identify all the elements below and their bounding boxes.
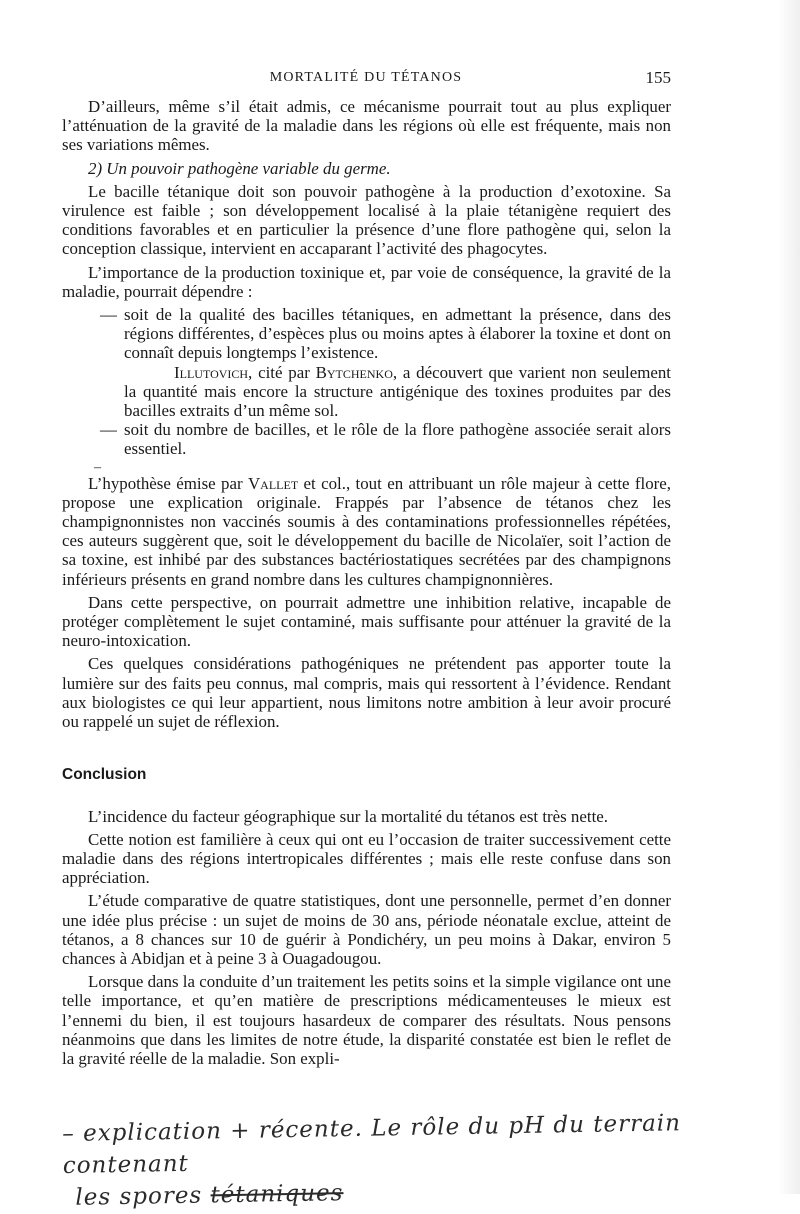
page-edge-shadow xyxy=(778,0,800,1194)
list-item xyxy=(62,305,671,420)
list-item-note: Illutovich, cité par Bytchenko, a découvert que varient non seulement la quantité mais encore la structure antigénique des toxines produites par des bacilles extraits d’un même sol. xyxy=(124,362,671,421)
paragraph: L’étude comparative de quatre statistiques, dont une personnelle, permet d’en donner une idée plus précise : un sujet de moins de 30 ans, période néonatale exclue, atteint de tétanos, a 8 chances sur 10 de guérir à Pondichéry, un peu moins à Dakar, environ 5 chances à Abidjan et à peine 3 à Ouagadougou. xyxy=(62,891,671,968)
paragraph: L’incidence du facteur géographique sur la mortalité du tétanos est très nette. xyxy=(88,806,608,826)
handwritten-line: – explication + récente. Le rôle du pH du terrain contenant xyxy=(62,1110,682,1179)
author-name: Illutovich, xyxy=(174,362,253,382)
body-text xyxy=(62,97,671,1072)
running-head xyxy=(0,70,800,94)
list-item-text: soit du nombre de bacilles, et le rôle de la flore pathogène associée serait alors essentiel. xyxy=(124,420,671,459)
conclusion-heading: Conclusion xyxy=(62,766,147,784)
paragraph: Cette notion est familière à ceux qui ont eu l’occasion de traiter successivement cette maladie dans des régions intertropicales différentes ; mais elle reste confuse dans son appréciation. xyxy=(62,829,671,888)
paragraph: L’hypothèse émise par Vallet et col., tout en attribuant un rôle majeur à cette flore, propose une explication originale. Frappés par l’absence de tétanos chez les champignonnistes non vaccinés soumis à des contaminations professionnelles répétées, ces auteurs suggèrent que, soit le développement du bacille de Nicolaïer, soit l’action de sa toxine, est inhibé par des substances bactériostatiques secrétées par des champignons inférieurs présents en grand nombre dans les cultures champignonnières. xyxy=(62,473,671,589)
paragraph: Le bacille tétanique doit son pouvoir pathogène à la production d’exotoxine. Sa virulence est faible ; son développement localisé à la plaie tétanigène requiert des conditions favorables et en particulier la présence d’une flore pathogène qui, selon la conception classique, intervient en accaparant l’activité des phagocytes. xyxy=(62,181,671,259)
struck-word: tétaniques xyxy=(210,1180,344,1209)
page-number: 155 xyxy=(645,68,671,87)
paragraph: Lorsque dans la conduite d’un traitement les petits soins et la simple vigilance ont une telle importance, et qu’en matière de prescriptions médicamenteuses le mieux est l’ennemi du bien, il est toujours hasardeux de comparer des résultats. Nous pensons néanmoins que dans les limites de notre étude, la disparité constatée est bien le reflet de la gravité réelle de la maladie. Son expli- xyxy=(62,972,671,1068)
dash-bullet: — xyxy=(100,420,117,440)
dash-bullet: — xyxy=(100,305,117,325)
handwritten-note xyxy=(62,1105,794,1214)
handwritten-line: les spores tétaniques xyxy=(75,1180,344,1211)
paragraph: Dans cette perspective, on pourrait admettre une inhibition relative, incapable de protéger complètement le sujet contaminé, mais suffisante pour atténuer la gravité de la neuro-intoxication. xyxy=(62,592,671,651)
paragraph: L’importance de la production toxinique et, par voie de conséquence, la gravité de la maladie, pourrait dépendre : xyxy=(62,262,671,301)
author-name: Vallet xyxy=(247,473,299,493)
paragraph: Ces quelques considérations pathogéniques ne prétendent pas apporter toute la lumière sur des faits peu connus, mal compris, mais qui ressortent à l’évidence. Rendant aux biologistes ce qui leur appartient, nous limitons notre ambition à leur avoir procuré ou rappelé un sujet de réflexion. xyxy=(62,654,671,732)
subheading: 2) Un pouvoir pathogène variable du germe. xyxy=(88,158,391,178)
dash-list xyxy=(62,305,671,459)
list-item-text: soit de la qualité des bacilles tétaniques, en admettant la présence, dans des régions différentes, d’espèces plus ou moins aptes à élaborer la toxine et dont on connaît depuis longtemps l’existence. xyxy=(124,305,671,363)
margin-mark: – xyxy=(94,459,101,475)
running-title: MORTALITÉ DU TÉTANOS xyxy=(269,70,463,85)
list-item xyxy=(62,420,671,458)
paragraph: D’ailleurs, même s’il était admis, ce mécanisme pourrait tout au plus expliquer l’atténuation de la gravité de la maladie dans les régions où elle est fréquente, mais non ses variations mêmes. xyxy=(62,97,671,155)
author-name: Bytchenko, xyxy=(315,362,398,382)
